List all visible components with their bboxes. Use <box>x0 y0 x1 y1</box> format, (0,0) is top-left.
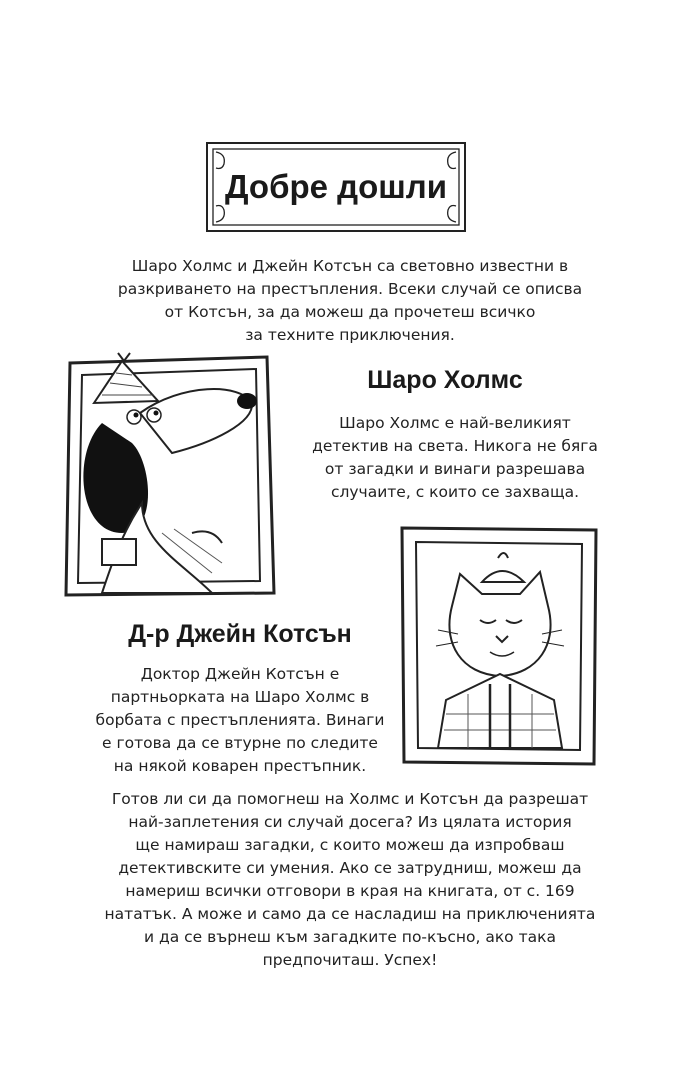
watson-line: Доктор Джейн Котсън е <box>140 665 340 683</box>
outro-line: нататък. А може и само да се насладиш на приключенията <box>104 905 596 923</box>
holmes-line: Шаро Холмс е най-великият <box>339 414 571 432</box>
dog-detective-illustration <box>62 343 280 601</box>
holmes-heading: Шаро Холмс <box>367 366 523 394</box>
watson-heading: Д-р Джейн Котсън <box>128 620 352 648</box>
intro-paragraph <box>60 255 640 347</box>
holmes-portrait <box>62 343 280 601</box>
outro-line: Готов ли си да помогнеш на Холмс и Котсън да разрешат <box>111 790 589 808</box>
intro-line: разкриването на престъпления. Всеки случай се описва <box>117 280 583 298</box>
intro-line: за техните приключения. <box>245 326 455 344</box>
holmes-description <box>290 412 620 504</box>
page-title: Добре дошли <box>225 168 447 205</box>
watson-line: на някой коварен престъпник. <box>113 757 367 775</box>
holmes-line: от загадки и винаги разрешава <box>324 460 586 478</box>
outro-line: предпочиташ. Успех! <box>262 951 438 969</box>
watson-portrait <box>398 524 600 768</box>
holmes-line: случаите, с които се захваща. <box>330 483 580 501</box>
intro-line: Шаро Холмс и Джейн Котсън са световно известни в <box>131 257 569 275</box>
cat-detective-illustration <box>398 524 600 768</box>
title-frame <box>204 140 468 234</box>
watson-line: партньорката на Шаро Холмс в <box>110 688 370 706</box>
watson-line: е готова да се втурне по следите <box>102 734 378 752</box>
watson-description <box>75 663 405 778</box>
outro-line: ще намираш загадки, с които можеш да изпробваш <box>135 836 565 854</box>
outro-line: и да се върнеш към загадките по-късно, ако така <box>144 928 556 946</box>
outro-paragraph <box>70 788 630 972</box>
watson-line: борбата с престъпленията. Винаги <box>95 711 385 729</box>
outro-line: детективските си умения. Ако се затрудниш, можеш да <box>118 859 582 877</box>
intro-line: от Котсън, за да можеш да прочетеш всичко <box>164 303 536 321</box>
holmes-line: детектив на света. Никога не бяга <box>312 437 598 455</box>
outro-line: намериш всички отговори в края на книгата, от с. 169 <box>125 882 575 900</box>
outro-line: най-заплетения си случай досега? Из цялата история <box>128 813 572 831</box>
